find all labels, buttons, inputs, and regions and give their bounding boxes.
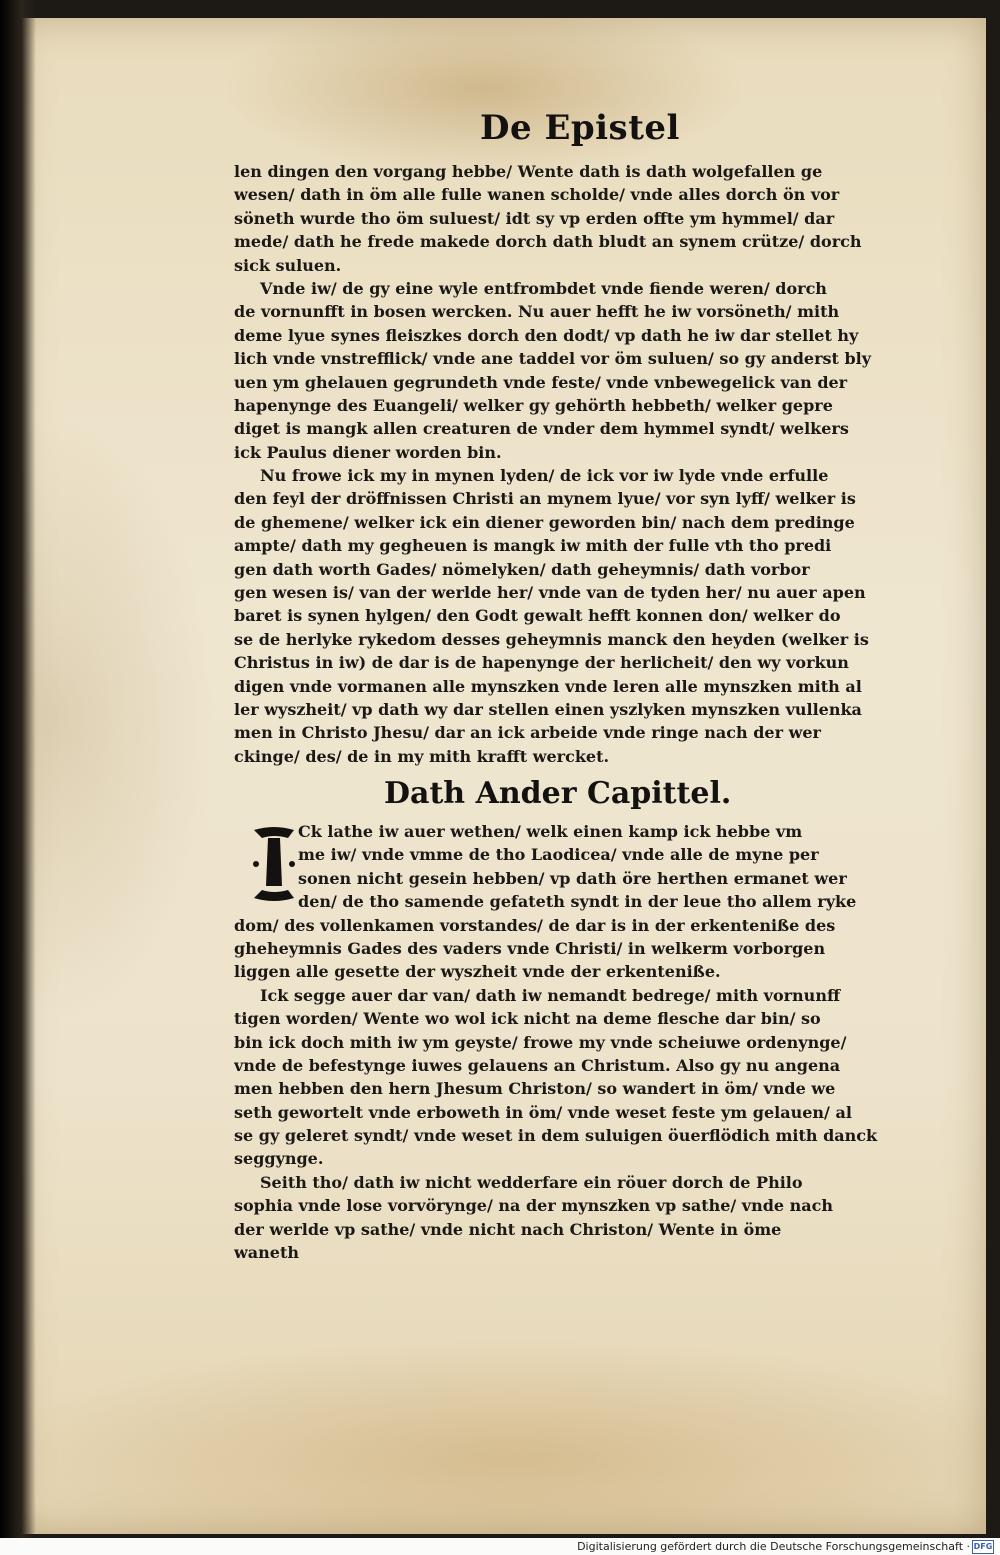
text-block-epistle [234,160,896,768]
text-line: seggynge. [234,1149,324,1169]
text-line: ler wyszheit/ vp dath wy dar stellen einen yszlyken mynszken vullenka [234,699,862,719]
text-line: de vornunfft in bosen wercken. Nu auer hefft he iw vorsöneth/ mith [234,302,840,322]
text-line: mede/ dath he frede makede dorch dath bludt an synem crütze/ dorch [234,232,862,252]
text-line: wesen/ dath in öm alle fulle wanen scholde/ vnde alles dorch ön vor [234,185,840,205]
text-block-chapter-two [234,820,896,1264]
text-line: söneth wurde tho öm suluest/ idt sy vp erden offte ym hymmel/ dar [234,208,835,228]
text-line: Seith tho/ dath iw nicht wedderfare ein röuer dorch de Philo [260,1172,803,1192]
text-line: len dingen den vorgang hebbe/ Wente dath is dath wolgefallen ge [234,162,823,181]
text-line: hapenynge des Euangeli/ welker gy gehörth hebbeth/ welker gepre [234,395,833,415]
text-line: deme lyue synes fleiszkes dorch den dodt/ vp dath he iw dar stellet hy [234,325,859,345]
text-line: uen ym ghelauen gegrundeth vnde feste/ vnde vnbewegelick van der [234,372,848,392]
text-line: Nu frowe ick my in mynen lyden/ de ick vor iw lyde vnde erfulle [260,466,829,486]
page-gutter-shadow [0,0,36,1555]
text-line: Ick segge auer dar van/ dath iw nemandt bedrege/ mith vornunff [260,985,841,1005]
text-line: men hebben den hern Jhesum Christon/ so wandert in öm/ vnde we [234,1079,836,1099]
text-line: ampte/ dath my gegheuen is mangk iw mith der fulle vth tho predi [234,536,832,556]
text-line: se de herlyke rykedom desses geheymnis manck den heyden (welker is [234,629,869,649]
chapter-heading: Dath Ander Capittel. [384,776,732,811]
text-line: diget is mangk allen creaturen de vnder dem hymmel syndt/ welkers [234,419,849,439]
dfg-logo: DFG [972,1540,994,1554]
running-head: De Epistel [480,108,680,148]
text-line: bin ick doch mith iw ym geyste/ frowe my vnde scheiuwe ordenynge/ [234,1032,847,1052]
text-line: den feyl der dröffnissen Christi an mynem lyue/ vor syn lyff/ welker is [234,489,856,509]
text-line: tigen worden/ Wente wo wol ick nicht na deme flesche dar bin/ so [234,1009,821,1029]
footer-credit: Digitalisierung gefördert durch die Deutsche Forschungsgemeinschaft · [577,1540,970,1553]
text-line: de ghemene/ welker ick ein diener geworden bin/ nach dem predinge [234,512,855,532]
text-line: ckinge/ des/ de in my mith krafft wercket. [234,746,610,766]
text-line: der werlde vp sathe/ vnde nicht nach Christon/ Wente in öme [234,1219,782,1239]
text-line: dom/ des vollenkamen vorstandes/ de dar is in der erkenteniße des [234,915,836,935]
text-line: digen vnde vormanen alle mynszken vnde leren alle mynszken mith al [234,676,862,696]
text-line: baret is synen hylgen/ den Godt gewalt hefft konnen don/ welker do [234,606,841,626]
text-line: sonen nicht gesein hebben/ vp dath öre herthen ermanet wer [298,868,847,888]
text-line: Christus in iw) de dar is de hapenynge der herlicheit/ den wy vorkun [234,653,849,673]
text-line: gheheymnis Gades des vaders vnde Christi/ in welkerm vorborgen [234,938,826,958]
text-line: men in Christo Jhesu/ dar an ick arbeide vnde ringe nach der wer [234,723,821,743]
text-line: Ck lathe iw auer wethen/ welk einen kamp ick hebbe vm [298,822,803,841]
text-line: se gy geleret syndt/ vnde weset in dem suluigen öuerflödich mith danck [234,1126,878,1146]
text-line: sick suluen. [234,255,342,275]
text-line: waneth [234,1243,299,1263]
text-line: vnde de befestynge iuwes gelauens an Christum. Also gy nu angena [234,1055,841,1075]
text-line: lich vnde vnstrefflick/ vnde ane taddel vor öm suluen/ so gy anderst bly [234,349,872,369]
text-line: ick Paulus diener worden bin. [234,442,502,462]
text-line: den/ de tho samende gefateth syndt in der leue tho allem ryke [298,892,857,912]
text-line: me iw/ vnde vmme de tho Laodicea/ vnde alle de myne per [298,845,819,865]
text-line: liggen alle gesette der wyszheit vnde der erkenteniße. [234,962,721,982]
text-line: seth gewortelt vnde erboweth in öm/ vnde weset feste ym gelauen/ al [234,1102,852,1122]
text-line: sophia vnde lose vorvörynge/ na der mynszken vp sathe/ vnde nach [234,1196,834,1216]
text-line: Vnde iw/ de gy eine wyle entfrombdet vnde fiende weren/ dorch [260,278,827,298]
text-line: gen wesen is/ van der werlde her/ vnde van de tyden her/ nu auer apen [234,583,866,603]
text-line: gen dath worth Gades/ nömelyken/ dath geheymnis/ dath vorbor [234,559,810,579]
